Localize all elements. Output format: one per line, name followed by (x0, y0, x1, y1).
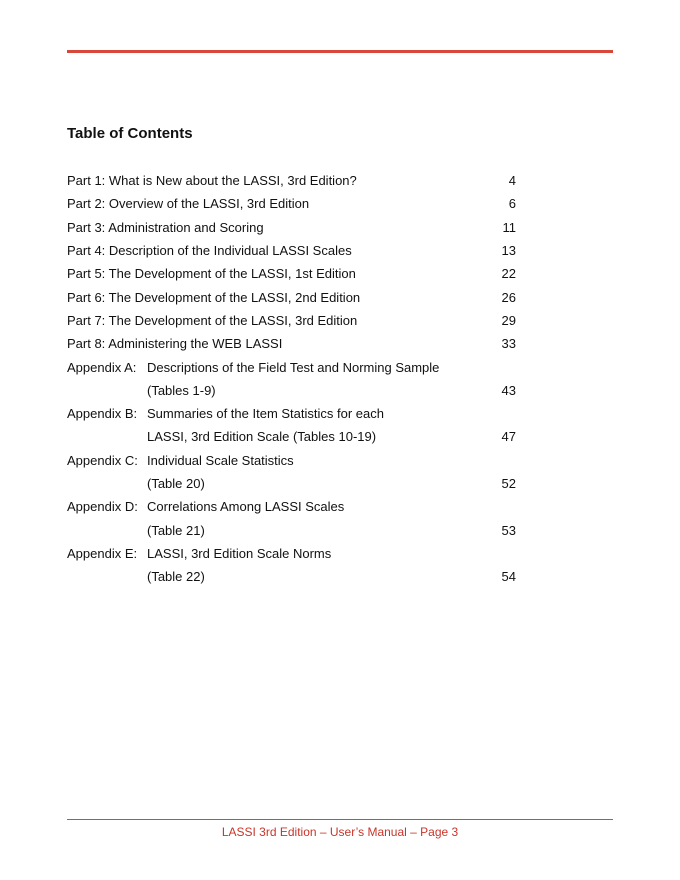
toc-entry-title: Part 5: The Development of the LASSI, 1st Edition (67, 266, 356, 282)
page-footer: LASSI 3rd Edition – User’s Manual – Page 3 (221, 825, 459, 839)
page-title: Table of Contents (67, 125, 193, 142)
appendix-title-line2: (Tables 1-9) (147, 382, 216, 398)
toc-entry-page: 13 (501, 243, 516, 259)
appendix-title-line1: Correlations Among LASSI Scales (147, 499, 345, 515)
toc-entry-appendix-a-continued[interactable] (67, 379, 516, 402)
toc-entry-part-4[interactable] (67, 239, 516, 262)
toc-entry-page: 43 (501, 382, 516, 398)
toc-entry-part-8[interactable] (67, 332, 516, 355)
appendix-title-line2: (Table 22) (147, 569, 205, 585)
toc-entry-page: 33 (501, 336, 516, 352)
toc-entry-title: Part 1: What is New about the LASSI, 3rd Edition? (67, 173, 357, 189)
toc-entry-part-1[interactable] (67, 169, 516, 192)
toc-entry-part-5[interactable] (67, 262, 516, 285)
toc-entry-title: Part 2: Overview of the LASSI, 3rd Edition (67, 196, 310, 212)
appendix-label: Appendix B: (67, 406, 138, 422)
appendix-title-line2: (Table 20) (147, 476, 205, 491)
toc-entry-page: 52 (501, 476, 516, 491)
toc-entry-page: 11 (502, 219, 516, 235)
toc-entry-page: 47 (501, 429, 516, 445)
toc-entry-part-3[interactable] (67, 216, 516, 239)
appendix-title-line2: LASSI, 3rd Edition Scale (Tables 10-19) (147, 429, 377, 445)
appendix-label: Appendix D: (67, 499, 138, 515)
toc-entry-appendix-b-continued[interactable] (67, 425, 516, 448)
appendix-title-line1: Summaries of the Item Statistics for each (147, 406, 384, 422)
header-rule (67, 50, 613, 53)
toc-entry-title: Part 4: Description of the Individual LASSI Scales (67, 243, 352, 259)
toc-entry-appendix-e[interactable] (67, 542, 516, 565)
appendix-title-line2: (Table 21) (147, 522, 205, 538)
toc-entry-page: 22 (501, 266, 516, 282)
toc-entry-part-6[interactable] (67, 285, 516, 308)
appendix-label: Appendix C: (67, 452, 138, 468)
appendix-title-line1: Descriptions of the Field Test and Norming Sample (147, 359, 440, 375)
table-of-contents (67, 169, 516, 588)
appendix-label: Appendix E: (67, 545, 138, 561)
toc-entry-page: 29 (501, 312, 516, 328)
toc-entry-appendix-d-continued[interactable] (67, 518, 516, 541)
appendix-title-line1: LASSI, 3rd Edition Scale Norms (147, 545, 332, 561)
toc-entry-appendix-b[interactable] (67, 402, 516, 425)
toc-entry-title: Part 7: The Development of the LASSI, 3rd Edition (67, 312, 358, 328)
toc-entry-title: Part 3: Administration and Scoring (67, 219, 264, 235)
toc-entry-appendix-c[interactable] (67, 449, 516, 472)
toc-entry-part-2[interactable] (67, 192, 516, 215)
appendix-title-line1: Individual Scale Statistics (147, 452, 294, 468)
footer-rule (67, 819, 613, 820)
toc-entry-page: 53 (501, 522, 516, 538)
toc-entry-title: Part 8: Administering the WEB LASSI (67, 336, 283, 352)
toc-entry-page: 26 (501, 289, 516, 305)
toc-entry-appendix-e-continued[interactable] (67, 565, 516, 588)
toc-entry-appendix-a[interactable] (67, 355, 516, 378)
toc-entry-page: 54 (501, 569, 516, 585)
toc-entry-appendix-d[interactable] (67, 495, 516, 518)
toc-entry-part-7[interactable] (67, 309, 516, 332)
toc-entry-title: Part 6: The Development of the LASSI, 2nd Edition (67, 289, 361, 305)
toc-entry-page: 6 (508, 196, 516, 212)
toc-entry-appendix-c-continued[interactable] (67, 472, 516, 495)
appendix-label: Appendix A: (67, 359, 137, 375)
toc-entry-page: 4 (508, 173, 516, 189)
